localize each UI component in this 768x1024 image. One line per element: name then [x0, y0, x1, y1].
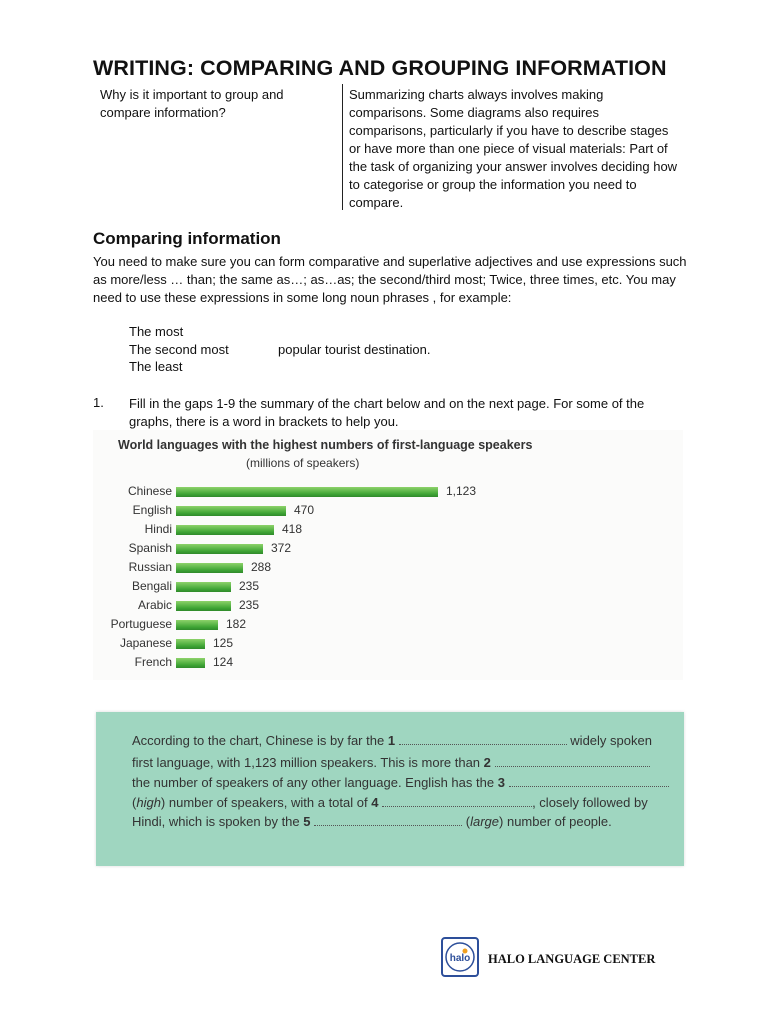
bar-category-label: Spanish	[128, 541, 172, 555]
chart-subtitle: (millions of speakers)	[246, 456, 360, 470]
bar-category-label: English	[132, 503, 172, 517]
summary-line-1: According to the chart, Chinese is by far the 1 widely spoken	[132, 733, 652, 748]
bar	[176, 639, 205, 649]
gap-number-5: 5	[303, 814, 311, 829]
gap-4-blank[interactable]	[382, 806, 532, 807]
question-text: Why is it important to group and compare information?	[100, 87, 284, 120]
footer-center-name: HALO LANGUAGE CENTER	[488, 952, 656, 966]
example-second-most: The second most	[129, 342, 229, 357]
bar-value-label: 235	[239, 598, 260, 612]
bar-value-label: 124	[213, 655, 234, 669]
bar-category-label: Portuguese	[110, 617, 172, 631]
task-number: 1.	[93, 395, 104, 410]
bar	[176, 620, 218, 630]
bar-category-label: Hindi	[144, 522, 172, 536]
section-heading: Comparing information	[93, 229, 281, 248]
summary-line-2: first language, with 1,123 million speakers. This is more than 2	[132, 755, 650, 770]
bar-category-label: Bengali	[131, 579, 172, 593]
bar-value-label: 288	[251, 560, 272, 574]
summary-line-3: the number of speakers of any other language. English has the 3	[132, 775, 669, 790]
summary-line-5: Hindi, which is spoken by the 5 (large) number of people.	[132, 814, 612, 829]
summary-line-4: (high) number of speakers, with a total of 4 , closely followed by	[132, 795, 648, 810]
bar	[176, 506, 286, 516]
bar	[176, 582, 231, 592]
task-instructions: Fill in the gaps 1-9 the summary of the chart below and on the next page. For some of the graphs, there is a word in brackets to help you.	[129, 396, 645, 429]
example-most: The most	[129, 324, 184, 339]
halo-logo-icon	[441, 937, 479, 977]
bar-value-label: 1,123	[446, 484, 477, 498]
bar	[176, 544, 263, 554]
gap-number-3: 3	[497, 775, 505, 790]
bar-value-label: 470	[294, 503, 315, 517]
bar	[176, 563, 243, 573]
gap-number-1: 1	[387, 733, 396, 748]
gap-5-blank[interactable]	[314, 825, 462, 826]
bar-category-label: French	[134, 655, 172, 669]
bar-category-label: Chinese	[127, 484, 172, 498]
bar	[176, 487, 438, 497]
bar	[176, 658, 205, 668]
logo-text: halo	[449, 953, 471, 964]
bar-value-label: 125	[213, 636, 234, 650]
bar	[176, 525, 274, 535]
bar	[176, 601, 231, 611]
gap-number-2: 2	[483, 755, 491, 770]
chart-title: World languages with the highest numbers of first-language speakers	[118, 438, 533, 452]
section-paragraph: You need to make sure you can form comparative and superlative adjectives and use expressions such as more/less … than; the same as…; as…as; the second/third most; Twice, three times, etc. You may need to use these expressions in some long noun phrases , for example:	[93, 254, 687, 305]
bar-value-label: 235	[239, 579, 260, 593]
answer-text: Summarizing charts always involves making comparisons. Some diagrams also requires comparisons, particularly if you have to describe stages or have more than one piece of visual materials: Part of the task of organizing your answer involves deciding how to categorise or group the information you need to compare.	[349, 87, 678, 210]
gap-number-4: 4	[371, 795, 379, 810]
bar-category-label: Arabic	[137, 598, 172, 612]
gap-1-blank[interactable]	[399, 744, 567, 745]
bar-category-label: Russian	[128, 560, 172, 574]
gap-2-blank[interactable]	[495, 766, 650, 767]
bar-value-label: 418	[282, 522, 303, 536]
page-title: WRITING: COMPARING AND GROUPING INFORMATION	[93, 56, 667, 80]
example-suffix: popular tourist destination.	[278, 342, 431, 357]
bar-value-label: 372	[271, 541, 292, 555]
bar-value-label: 182	[226, 617, 247, 631]
gap-3-blank[interactable]	[509, 786, 669, 787]
example-least: The least	[129, 359, 183, 374]
bar-category-label: Japanese	[119, 636, 172, 650]
column-divider	[342, 84, 343, 210]
